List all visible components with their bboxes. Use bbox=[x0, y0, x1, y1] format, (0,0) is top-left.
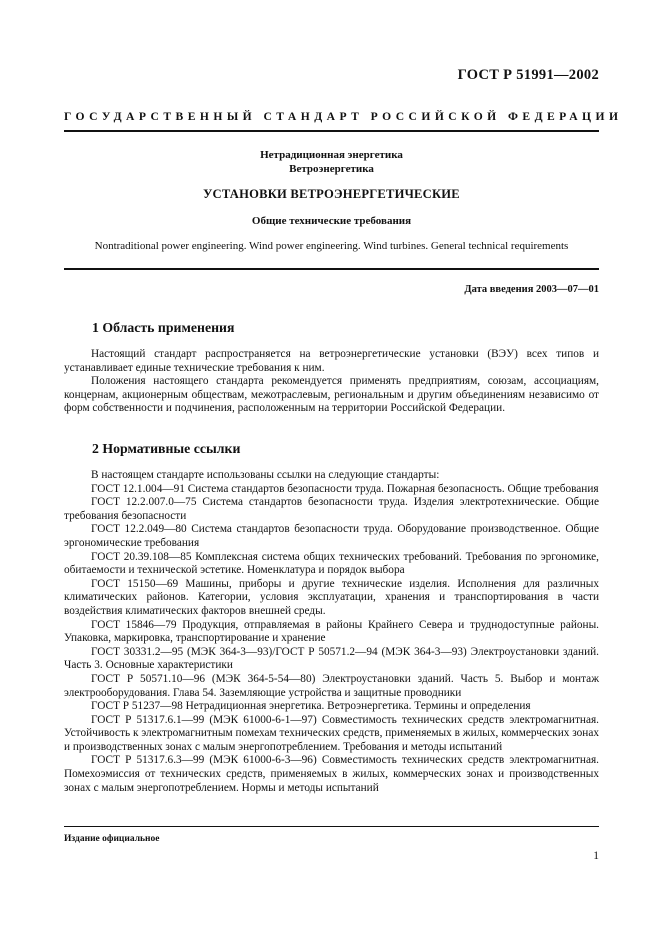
reference-item: ГОСТ Р 51237—98 Нетрадиционная энергетика. Ветроэнергетика. Термины и определения bbox=[91, 700, 531, 713]
section-2-heading: 2 Нормативные ссылки bbox=[92, 441, 241, 456]
reference-item: ГОСТ 15846—79 Продукция, отправляемая в районы Крайнего Севера и труднодоступные районы. Упаковка, маркировка, транспортирование и хранение bbox=[64, 618, 599, 645]
state-standard-heading: ГОСУДАРСТВЕННЫЙ СТАНДАРТ РОССИЙСКОЙ ФЕДЕРАЦИИ bbox=[64, 110, 623, 123]
reference-item: ГОСТ 30331.2—95 (МЭК 364-3—93)/ГОСТ Р 50571.2—94 (МЭК 364-3—93) Электроустановки зданий. Часть 3. Основные характеристики bbox=[64, 645, 599, 672]
reference-item: ГОСТ 12.2.007.0—75 Система стандартов безопасности труда. Изделия электротехнические. Общие требования безопасности bbox=[64, 496, 599, 522]
page-number: 1 bbox=[593, 850, 599, 862]
reference-item: ГОСТ Р 50571.10—96 (МЭК 364-5-54—80) Электроустановки зданий. Часть 5. Выбор и монтаж электрооборудования. Глава 54. Заземляющие устройства и защитные проводники bbox=[64, 672, 599, 699]
title-rule bbox=[64, 268, 599, 270]
section-2-body bbox=[64, 469, 599, 795]
top-rule bbox=[64, 130, 599, 132]
reference-item: ГОСТ 12.1.004—91 Система стандартов безопасности труда. Пожарная безопасность. Общие требования bbox=[91, 482, 599, 495]
reference-item: ГОСТ Р 51317.6.1—99 (МЭК 61000-6-1—97) Совместимость технических средств электромагнитная. Устойчивость к электромагнитным помехам технических средств, применяемых в жилых, коммерческих зонах и производственных зонах с малым энергопотреблением. Требования и методы испытаний bbox=[64, 713, 599, 753]
intro-date: Дата введения 2003—07—01 bbox=[464, 284, 599, 295]
document-subtitle: Общие технические требования bbox=[251, 215, 412, 227]
footer-rule bbox=[64, 826, 599, 827]
reference-item: ГОСТ 20.39.108—85 Комплексная система общих технических требований. Требования по эргономике, обитаемости и технической эстетике. Номенклатура и порядок выбора bbox=[64, 550, 599, 577]
category-block bbox=[64, 148, 599, 176]
english-title: Nontraditional power engineering. Wind power engineering. Wind turbines. General technical requirements bbox=[94, 240, 569, 252]
paragraph: В настоящем стандарте использованы ссылки на следующие стандарты: bbox=[91, 469, 440, 481]
paragraph: Положения настоящего стандарта рекомендуется применять предприятиям, союзам, ассоциациям, концернам, акционерным обществам, межотраслевым, региональным и другим объединениям независимо от форм собственности и подчинения, расположенным на территории Российской Федерации. bbox=[64, 375, 599, 415]
edition-label: Издание официальное bbox=[64, 834, 160, 844]
section-1-body bbox=[64, 348, 599, 416]
gost-number: ГОСТ Р 51991—2002 bbox=[457, 67, 599, 83]
category-line-2: Ветроэнергетика bbox=[289, 163, 374, 175]
reference-item: ГОСТ Р 51317.6.3—99 (МЭК 61000-6-3—96) Совместимость технических средств электромагнитная. Помехоэмиссия от технических средств, применяемых в жилых, коммерческих зонах и производственных зонах с малым энергопотреблением. Нормы и методы испытаний bbox=[64, 754, 599, 794]
document-title: УСТАНОВКИ ВЕТРОЭНЕРГЕТИЧЕСКИЕ bbox=[203, 187, 460, 201]
reference-item: ГОСТ 15150—69 Машины, приборы и другие технические изделия. Исполнения для различных климатических районов. Категории, условия эксплуатации, хранения и транспортирования в части воздействия климатических факторов внешней среды. bbox=[64, 577, 599, 617]
paragraph: Настоящий стандарт распространяется на ветроэнергетические установки (ВЭУ) всех типов и устанавливает единые технические требования к ним. bbox=[64, 348, 599, 374]
reference-item: ГОСТ 12.2.049—80 Система стандартов безопасности труда. Оборудование производственное. Общие эргономические требования bbox=[64, 523, 599, 549]
section-1-heading: 1 Область применения bbox=[92, 320, 235, 335]
category-line-1: Нетрадиционная энергетика bbox=[260, 149, 403, 161]
